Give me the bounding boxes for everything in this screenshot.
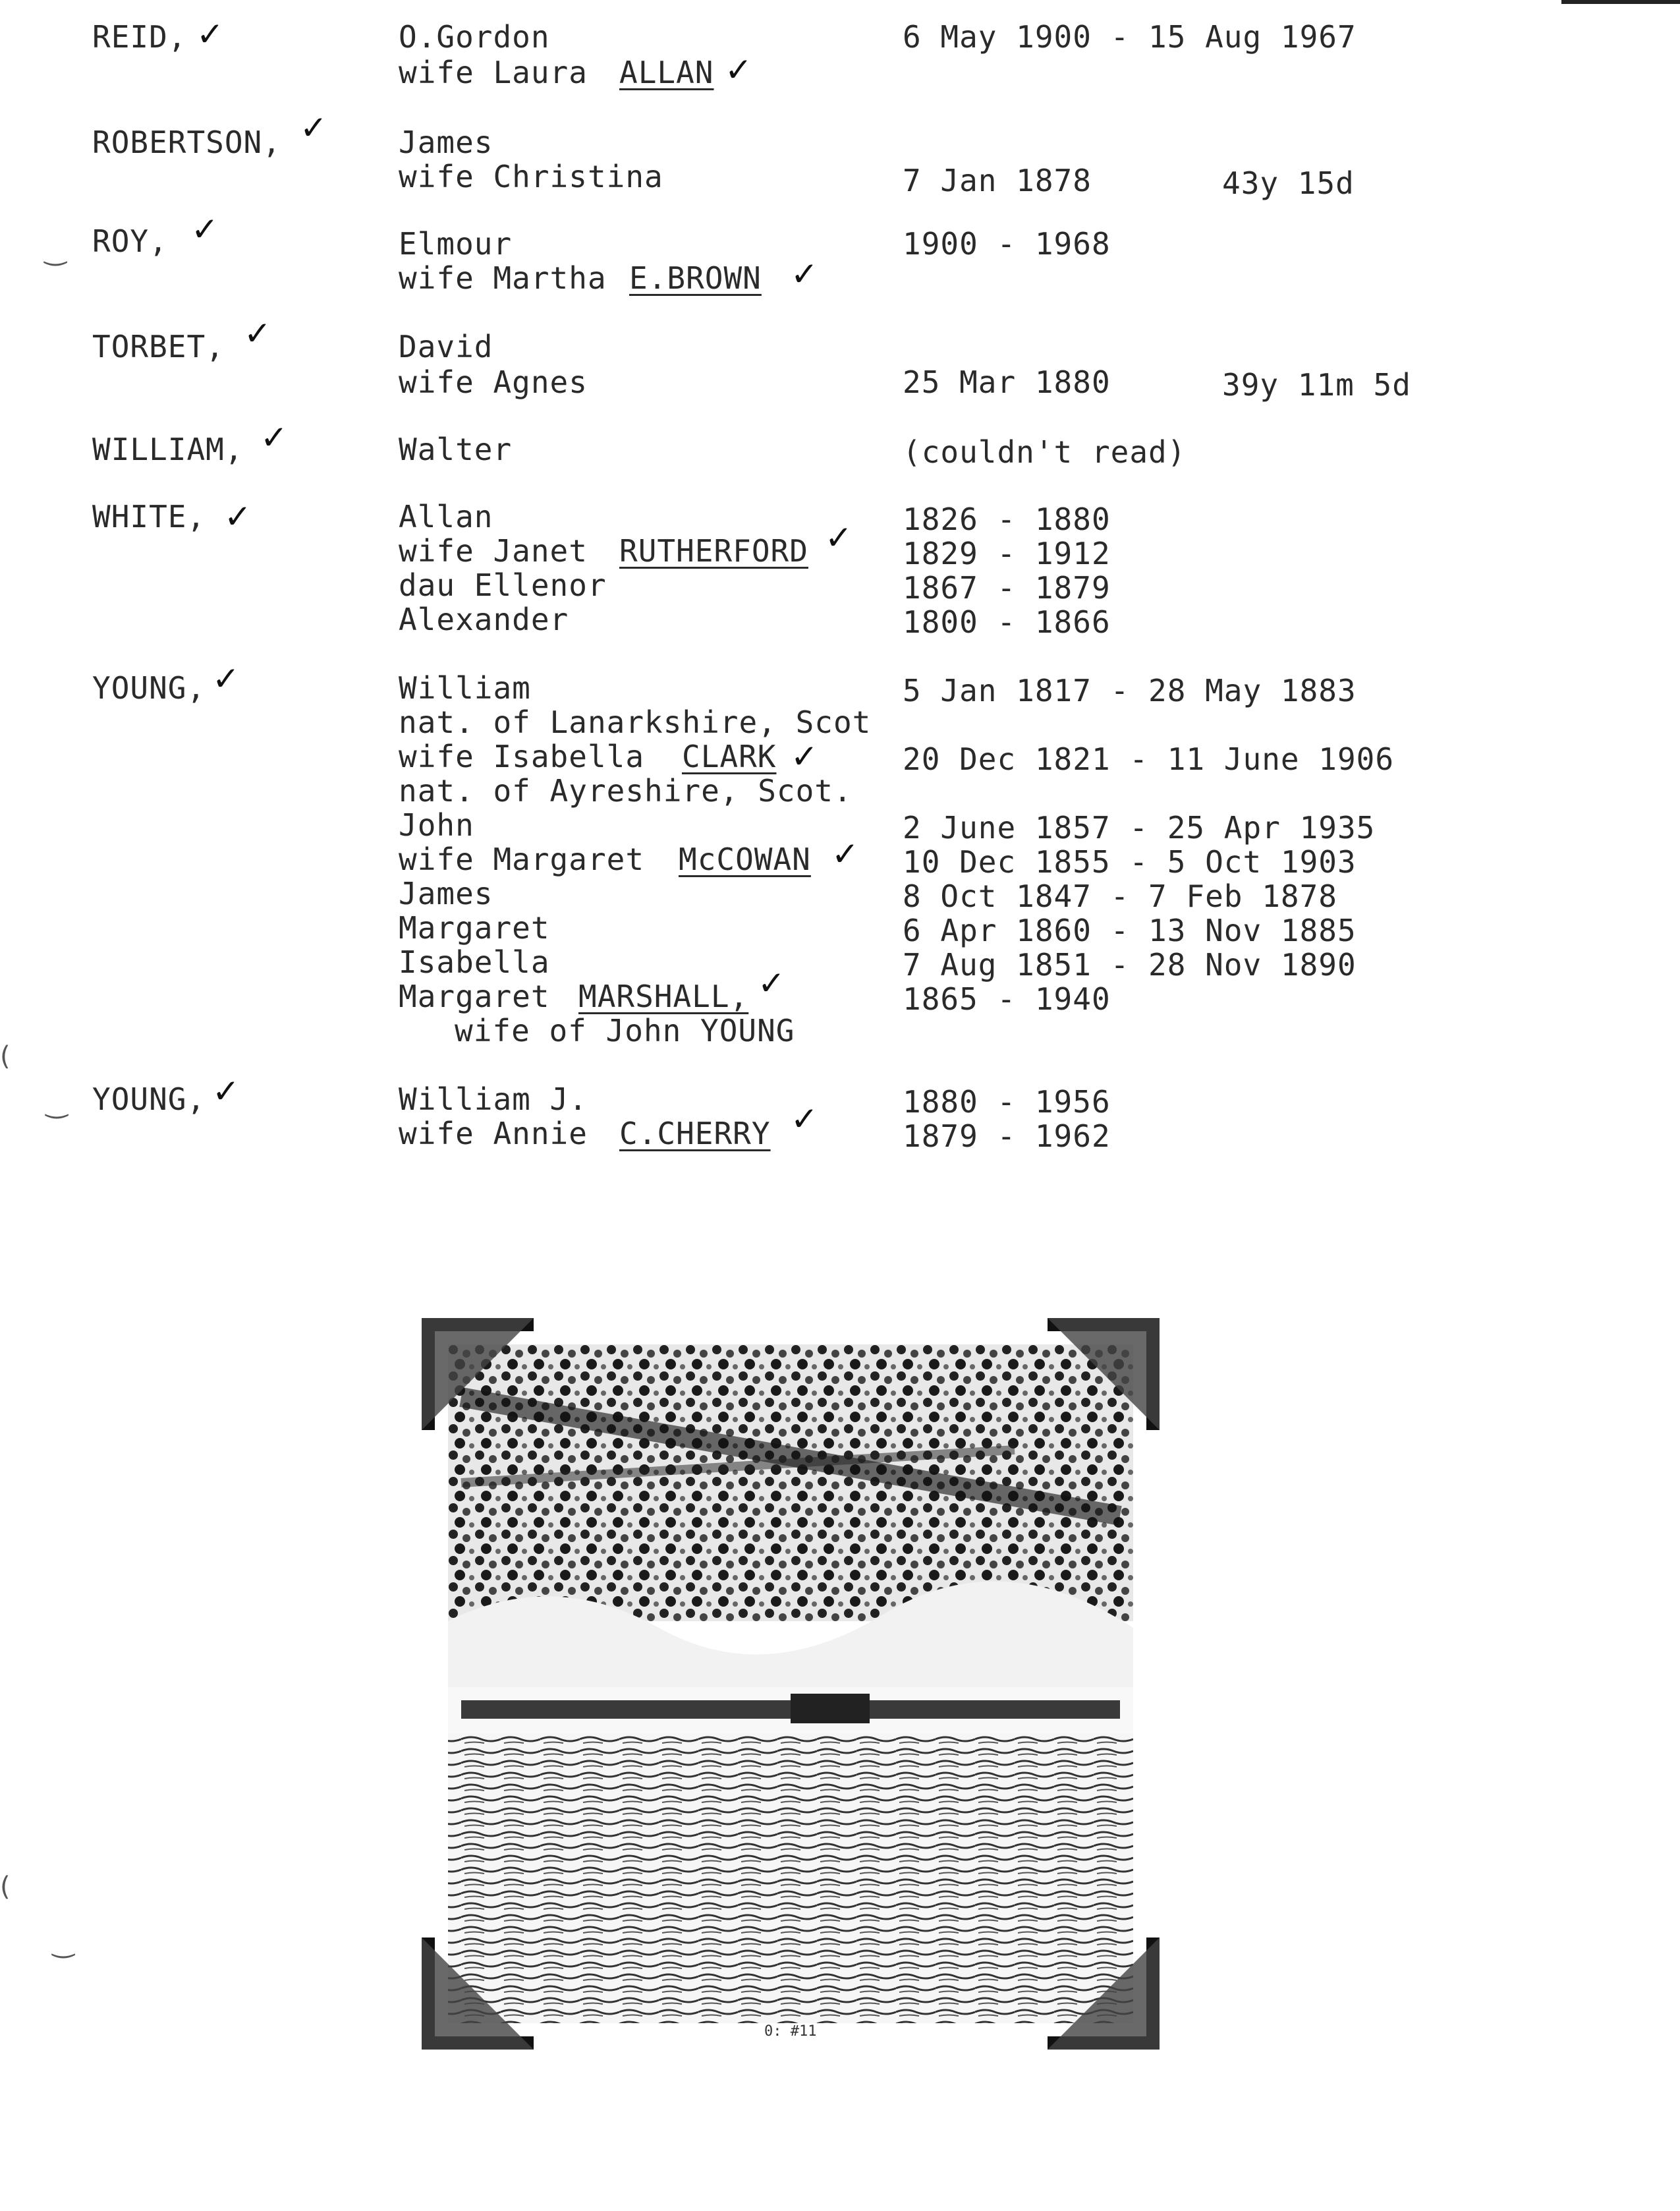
given-name: Elmour <box>399 226 513 262</box>
check-mark: ✓ <box>300 109 328 147</box>
nativity: nat. of Ayreshire, Scot. <box>399 773 853 809</box>
dates: 25 Mar 1880 <box>903 364 1111 400</box>
surname-william: WILLIAM, <box>92 432 244 467</box>
maiden-name: CLARK <box>682 739 777 774</box>
water-region <box>448 1733 1133 2023</box>
spouse-name: wife Christina <box>399 159 663 194</box>
maiden-name: ALLAN <box>619 55 714 90</box>
maiden-name: MARSHALL, <box>578 979 749 1014</box>
margin-mark: ( <box>0 1041 11 1072</box>
check-mark: ✓ <box>725 51 753 89</box>
top-edge-line <box>1561 0 1680 4</box>
given-name: O.Gordon <box>399 19 550 55</box>
surname-white: WHITE, <box>92 499 206 534</box>
dates: 10 Dec 1855 - 5 Oct 1903 <box>903 844 1357 880</box>
age-at-death: 39y 11m 5d <box>1222 367 1411 403</box>
given-name: John <box>399 807 474 843</box>
check-mark: ✓ <box>260 418 289 457</box>
trees-region <box>448 1344 1133 1621</box>
given-name: David <box>399 329 493 364</box>
maiden-name: McCOWAN <box>679 842 811 877</box>
given-name: Isabella <box>399 944 550 980</box>
check-mark: ✓ <box>758 964 786 1002</box>
spouse-name: wife Laura <box>399 55 588 90</box>
check-mark: ✓ <box>791 255 819 293</box>
surname-torbet: TORBET, <box>92 329 225 364</box>
check-mark: ✓ <box>224 498 252 536</box>
dates: 20 Dec 1821 - 11 June 1906 <box>903 741 1395 777</box>
check-mark: ✓ <box>825 519 853 557</box>
check-mark: ✓ <box>196 15 225 53</box>
maiden-name: C.CHERRY <box>619 1116 771 1151</box>
spouse-name: wife Martha <box>399 260 607 296</box>
given-name: James <box>399 125 493 160</box>
margin-mark: ( <box>0 1872 11 1902</box>
dates: 6 Apr 1860 - 13 Nov 1885 <box>903 913 1357 948</box>
dates: 6 May 1900 - 15 Aug 1967 <box>903 19 1357 55</box>
photograph <box>422 1318 1160 2050</box>
surname-young: YOUNG, <box>92 1081 206 1117</box>
surname-young: YOUNG, <box>92 670 206 706</box>
dates: 7 Aug 1851 - 28 Nov 1890 <box>903 947 1357 983</box>
nativity: nat. of Lanarkshire, Scot <box>399 704 872 740</box>
age-at-death: 43y 15d <box>1222 165 1355 201</box>
check-mark: ✓ <box>191 210 219 248</box>
given-name: dau Ellenor <box>399 567 607 603</box>
given-name: William <box>399 670 531 706</box>
dates: 1900 - 1968 <box>903 226 1111 262</box>
spouse-name: wife Isabella <box>399 739 645 774</box>
dates: 1865 - 1940 <box>903 981 1111 1017</box>
dates: 1880 - 1956 <box>903 1084 1111 1120</box>
dates: 1800 - 1866 <box>903 604 1111 640</box>
dates: 2 June 1857 - 25 Apr 1935 <box>903 810 1376 846</box>
given-name: William J. <box>399 1081 588 1117</box>
check-mark: ✓ <box>791 737 819 776</box>
given-name: Margaret <box>399 979 550 1014</box>
spouse-name: wife Annie <box>399 1116 588 1151</box>
surname-roy: ROY, <box>92 223 168 259</box>
dates: (couldn't read) <box>903 434 1187 470</box>
dates: 5 Jan 1817 - 28 May 1883 <box>903 673 1357 708</box>
dates: 8 Oct 1847 - 7 Feb 1878 <box>903 878 1337 914</box>
photo-caption: 0: #11 <box>764 2023 817 2040</box>
surname-reid: REID, <box>92 19 187 55</box>
spouse-name: wife Agnes <box>399 364 588 400</box>
check-mark: ✓ <box>831 835 860 873</box>
maiden-name: E.BROWN <box>629 260 762 296</box>
check-mark: ✓ <box>212 1072 240 1110</box>
spouse-name: wife Janet <box>399 533 588 569</box>
given-name: Margaret <box>399 910 550 946</box>
dates: 1829 - 1912 <box>903 536 1111 571</box>
dates: 1867 - 1879 <box>903 570 1111 606</box>
given-name: Alexander <box>399 602 569 637</box>
dates: 1879 - 1962 <box>903 1118 1111 1154</box>
given-name: Allan <box>399 499 493 534</box>
margin-mark: ‿ <box>46 1089 68 1119</box>
given-name: James <box>399 876 493 911</box>
check-mark: ✓ <box>212 660 240 698</box>
check-mark: ✓ <box>791 1100 819 1138</box>
spouse-name: wife Margaret <box>399 842 645 877</box>
given-name: Walter <box>399 432 513 467</box>
margin-mark: ‿ <box>45 236 67 266</box>
dates: 1826 - 1880 <box>903 502 1111 537</box>
relation-note: wife of John YOUNG <box>455 1013 795 1048</box>
margin-mark: ‿ <box>53 1928 74 1959</box>
check-mark: ✓ <box>244 314 272 353</box>
maiden-name: RUTHERFORD <box>619 533 808 569</box>
dates: 7 Jan 1878 <box>903 163 1092 198</box>
surname-robertson: ROBERTSON, <box>92 125 281 160</box>
